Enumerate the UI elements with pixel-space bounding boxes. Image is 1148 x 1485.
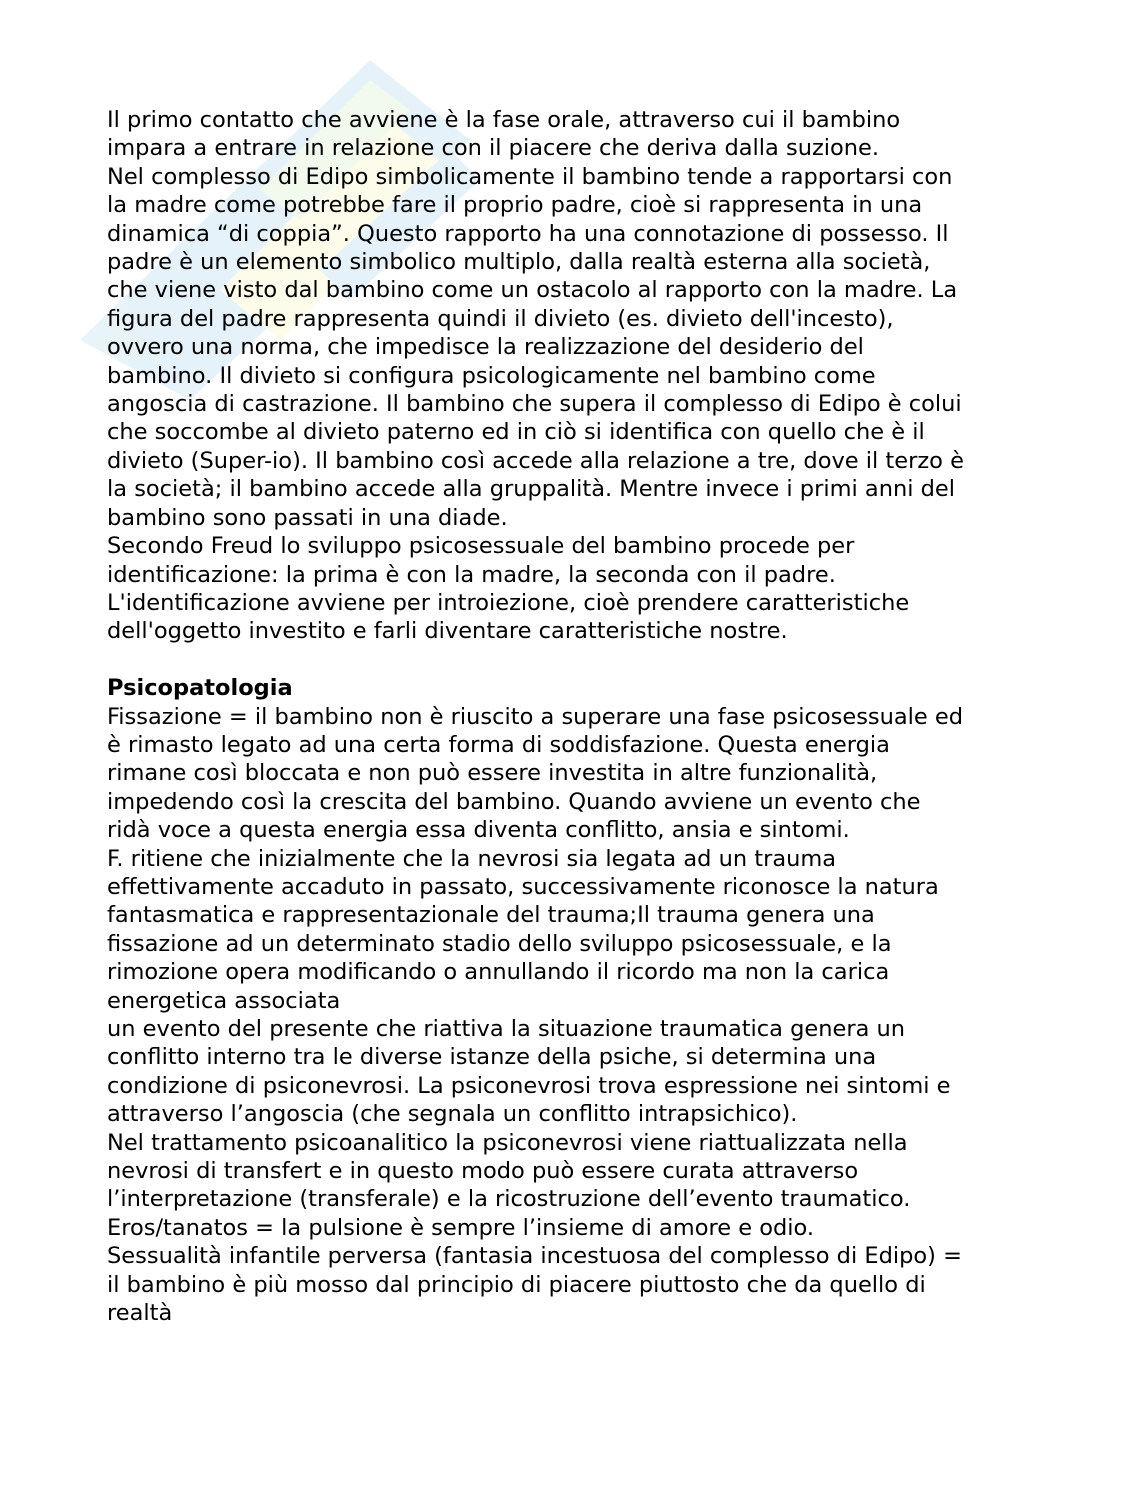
text-line: conflitto interno tra le diverse istanze della psiche, si determina una: [107, 1044, 877, 1071]
text-line: fantasmatica e rappresentazionale del trauma;Il trauma genera una: [107, 902, 875, 929]
text-line: dell'oggetto investito e farli diventare caratteristiche nostre.: [107, 618, 788, 645]
text-line: bambino. Il divieto si configura psicologicamente nel bambino come: [107, 362, 876, 389]
text-line: attraverso l’angoscia (che segnala un conflitto intrapsichico).: [107, 1101, 798, 1128]
text-line: F. ritiene che inizialmente che la nevrosi sia legata ad un trauma: [107, 845, 837, 872]
text-line: divieto (Super-io). Il bambino così accede alla relazione a tre, dove il terzo è: [107, 447, 964, 474]
text-line: la madre come potrebbe fare il proprio padre, cioè si rappresenta in una: [107, 192, 923, 219]
text-line: padre è un elemento simbolico multiplo, dalla realtà esterna alla società,: [107, 249, 931, 276]
text-line: nevrosi di transfert e in questo modo può essere curata attraverso: [107, 1158, 859, 1185]
text-line: rimozione opera modificando o annullando il ricordo ma non la carica: [107, 959, 890, 986]
text-line: fissazione ad un determinato stadio dello sviluppo psicosessuale, e la: [107, 930, 892, 957]
text-line: identificazione: la prima è con la madre, la seconda con il padre.: [107, 561, 836, 588]
paragraph-edipo: [107, 106, 1057, 646]
text-line: un evento del presente che riattiva la situazione traumatica genera un: [107, 1015, 906, 1042]
text-line: bambino sono passati in una diade.: [107, 504, 508, 531]
text-line: il bambino è più mosso dal principio di piacere piuttosto che da quello di: [107, 1271, 926, 1298]
text-line: Nel complesso di Edipo simbolicamente il bambino tende a rapportarsi con: [107, 163, 953, 190]
text-line: Fissazione = il bambino non è riuscito a superare una fase psicosessuale ed: [107, 703, 964, 730]
text-line: Sessualità infantile perversa (fantasia incestuosa del complesso di Edipo) =: [107, 1243, 962, 1270]
text-line: angoscia di castrazione. Il bambino che supera il complesso di Edipo è colui: [107, 391, 962, 418]
text-line: ridà voce a questa energia essa diventa conflitto, ansia e sintomi.: [107, 817, 850, 844]
text-line: effettivamente accaduto in passato, successivamente riconosce la natura: [107, 873, 939, 900]
text-line: realtà: [107, 1300, 173, 1327]
text-line: figura del padre rappresenta quindi il divieto (es. divieto dell'incesto),: [107, 305, 894, 332]
text-line: Eros/tanatos = la pulsione è sempre l’insieme di amore e odio.: [107, 1214, 815, 1241]
text-line: l’interpretazione (transferale) e la ricostruzione dell’evento traumatico.: [107, 1186, 911, 1213]
text-line: Il primo contatto che avviene è la fase orale, attraverso cui il bambino: [107, 107, 901, 133]
text-line: che soccombe al divieto paterno ed in ciò si identifica con quello che è il: [107, 419, 925, 446]
text-line: rimane così bloccata e non può essere investita in altre funzionalità,: [107, 760, 878, 787]
text-line: ovvero una norma, che impedisce la realizzazione del desiderio del: [107, 334, 864, 361]
text-line: dinamica “di coppia”. Questo rapporto ha una connotazione di possesso. Il: [107, 220, 949, 247]
text-line: condizione di psiconevrosi. La psiconevrosi trova espressione nei sintomi e: [107, 1072, 951, 1099]
text-line: Nel trattamento psicoanalitico la psiconevrosi viene riattualizzata nella: [107, 1129, 908, 1156]
text-line: la società; il bambino accede alla gruppalità. Mentre invece i primi anni del: [107, 476, 956, 503]
text-line: impedendo così la crescita del bambino. Quando avviene un evento che: [107, 788, 921, 815]
section-heading: Psicopatologia: [107, 675, 293, 702]
text-line: L'identificazione avviene per introiezione, cioè prendere caratteristiche: [107, 589, 910, 616]
text-line: è rimasto legato ad una certa forma di soddisfazione. Questa energia: [107, 731, 890, 758]
paragraph-psicopatologia: [107, 703, 1057, 1328]
text-line: impara a entrare in relazione con il piacere che deriva dalla suzione.: [107, 135, 880, 162]
text-line: Secondo Freud lo sviluppo psicosessuale del bambino procede per: [107, 533, 855, 560]
text-line: che viene visto dal bambino come un ostacolo al rapporto con la madre. La: [107, 277, 958, 304]
document-body: [107, 106, 1057, 1327]
paragraph-spacer: [107, 646, 1057, 674]
text-line: energetica associata: [107, 987, 341, 1014]
